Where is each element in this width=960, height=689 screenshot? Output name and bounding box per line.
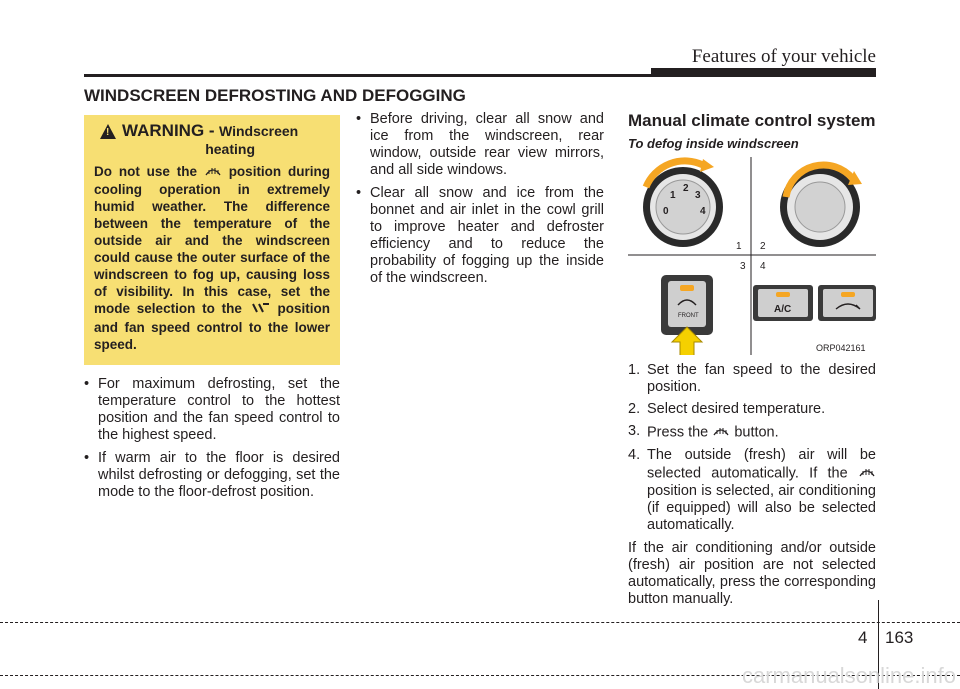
list-item	[628, 401, 876, 418]
warning-text-1: Do not use the	[94, 164, 197, 179]
page-number: 163	[885, 628, 914, 647]
step-text: position is selected, air conditioning (if equipped) will also be selected automatically.	[647, 483, 876, 533]
step-number: 4.	[628, 447, 641, 463]
list-item	[628, 362, 876, 396]
list-item: • If warm air to the floor is desired whilst defrosting or defogging, set the mode to the floor-defrost position.	[84, 450, 340, 501]
step-text: button.	[734, 424, 779, 441]
manual-title: Manual climate control system	[628, 111, 876, 130]
step-number: 1.	[628, 362, 641, 378]
warning-subtitle-2: heating	[205, 141, 255, 157]
figure-num-2: 2	[760, 241, 766, 252]
footer-rule	[0, 622, 960, 623]
list-item: • Before driving, clear all snow and ice from the windscreen, rear window, outside rear view mirrors, and all side windows.	[356, 111, 604, 179]
figure-num-4: 4	[760, 261, 766, 272]
front-defrost-icon	[858, 464, 876, 483]
warning-body	[94, 163, 330, 353]
step-text: The outside (fresh) air will be selected automatically. If the	[647, 447, 876, 482]
knob-label-3: 3	[695, 190, 701, 201]
list-item: • For maximum defrosting, set the temperature control to the hottest position and the fan speed control to the highest speed.	[84, 376, 340, 444]
list-item	[628, 447, 876, 534]
step-text: Press the	[647, 424, 709, 441]
figure-num-1: 1	[736, 241, 742, 252]
defrost-icon	[204, 163, 222, 181]
ac-label: A/C	[774, 304, 792, 315]
step-number: 2.	[628, 401, 641, 417]
knob-label-2: 2	[683, 183, 689, 194]
watermark: carmanualsonline.info	[741, 663, 956, 688]
figure-num-3: 3	[740, 261, 746, 272]
warning-subtitle: Windscreen	[219, 123, 299, 139]
warning-header	[100, 121, 330, 157]
section-title: WINDSCREEN DEFROSTING AND DEFOGGING	[84, 86, 466, 105]
middle-bullet-list	[356, 111, 604, 293]
front-defrost-icon	[712, 423, 730, 442]
warning-text-2: position during cooling operation in extremely humid weather. The difference between the temperature of the outside air and the windscreen could cause the outer surface of the windscreen to fog up, causing loss of visibility. In this case, set the mode selection to the	[94, 164, 330, 317]
knob-label-0: 0	[663, 206, 669, 217]
step-number: 3.	[628, 423, 641, 439]
warning-label: WARNING -	[122, 121, 215, 140]
left-bullet-list	[84, 376, 340, 507]
warning-box	[84, 115, 340, 365]
warning-text-3: position and fan speed control to the lower speed.	[94, 301, 330, 352]
step-text: Set the fan speed to the desired position.	[647, 362, 876, 395]
knob-label-1: 1	[670, 190, 676, 201]
climate-control-illustration	[628, 157, 876, 355]
front-label: FRONT	[678, 313, 699, 319]
warning-triangle-icon	[100, 124, 116, 139]
knob-label-4: 4	[700, 206, 706, 217]
header-title: Features of your vehicle	[691, 46, 876, 67]
figure-caption: ORP042161	[816, 343, 866, 353]
manual-note: If the air conditioning and/or outside (fresh) air position are not selected automatically, press the corresponding button manually.	[628, 540, 876, 607]
manual-steps	[628, 362, 876, 608]
step-text: Select desired temperature.	[647, 401, 826, 417]
manual-subtitle: To defog inside windscreen	[628, 136, 799, 151]
list-item: • Clear all snow and ice from the bonnet and air inlet in the cowl grill to improve heater and defroster efficiency and to reduce the probability of fogging up the inside of the windscreen.	[356, 185, 604, 287]
mode-defrost-floor-icon	[249, 301, 271, 319]
chapter-number: 4	[858, 628, 868, 647]
header-tab	[651, 68, 876, 77]
climate-control-figure	[628, 157, 876, 355]
list-item	[628, 423, 876, 442]
